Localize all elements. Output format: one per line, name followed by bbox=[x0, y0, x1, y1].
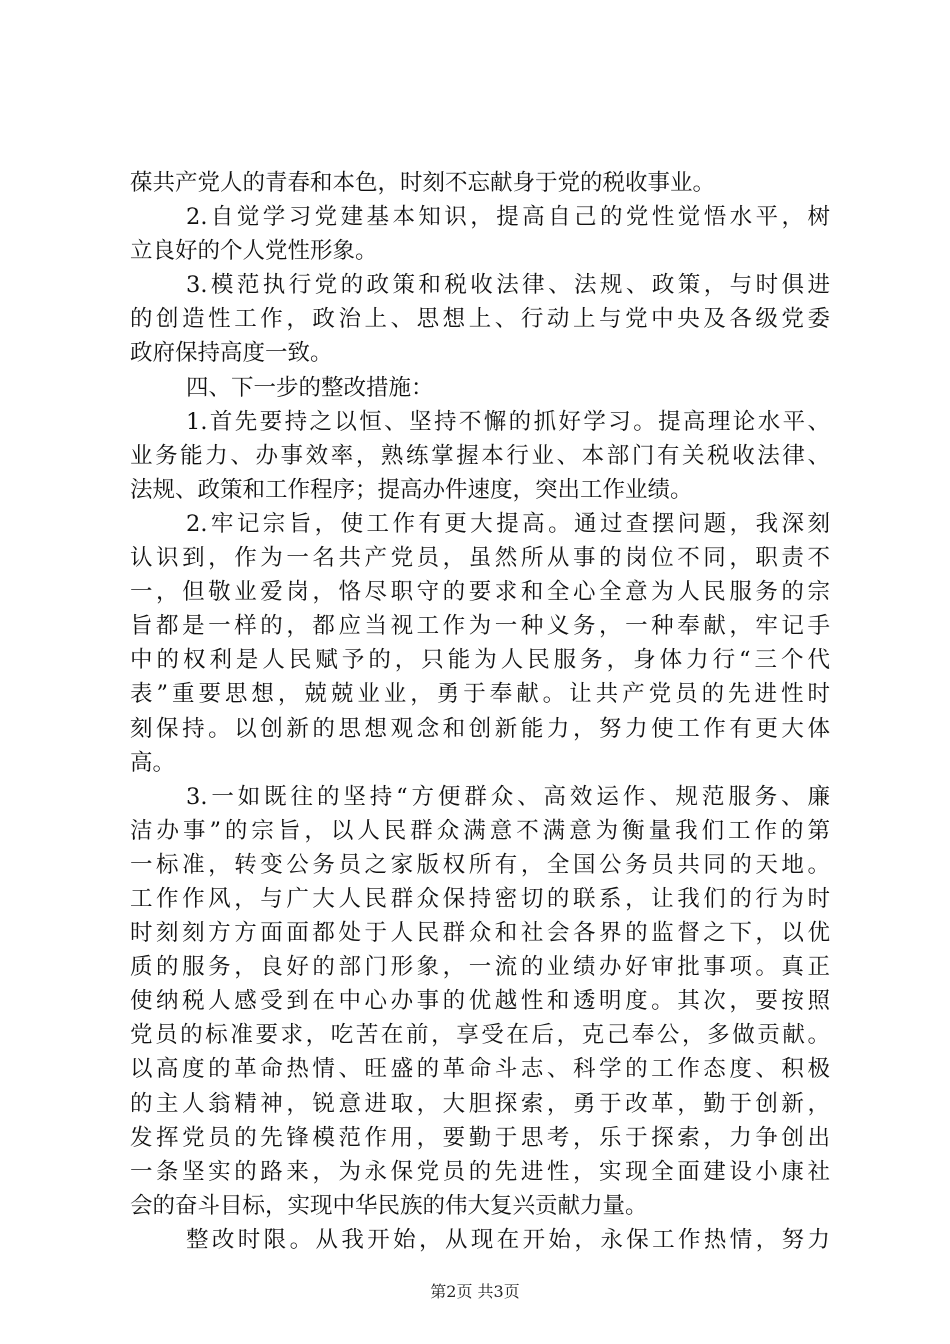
text-line: 工作作风，与广大人民群众保持密切的联系，让我们的行为时 bbox=[130, 885, 830, 912]
text-line: 法规、政策和工作程序；提高办件速度，突出工作业绩。 bbox=[130, 476, 693, 503]
text-line: 一标准，转变公务员之家版权所有，全国公务员共同的天地。 bbox=[130, 851, 830, 878]
text-line: 中的权利是人民赋予的，只能为人民服务，身体力行“三个代 bbox=[130, 647, 830, 674]
text-line: 会的奋斗目标，实现中华民族的伟大复兴贡献力量。 bbox=[130, 1192, 648, 1219]
text-line: 整改时限。从我开始，从现在开始，永保工作热情，努力 bbox=[186, 1226, 830, 1253]
document-body bbox=[130, 166, 830, 1257]
text-line: 一，但敬业爱岗，恪尽职守的要求和全心全意为人民服务的宗 bbox=[130, 579, 830, 606]
text-line: 业务能力、办事效率，熟练掌握本行业、本部门有关税收法律、 bbox=[130, 442, 830, 469]
text-line: 政府保持高度一致。 bbox=[130, 340, 333, 367]
text-line: 立良好的个人党性形象。 bbox=[130, 238, 378, 265]
text-line: 洁办事”的宗旨，以人民群众满意不满意为衡量我们工作的第 bbox=[130, 817, 830, 844]
section-heading: 四、下一步的整改措施： bbox=[186, 374, 434, 401]
text-line: 2.牢记宗旨，使工作有更大提高。通过查摆问题，我深刻 bbox=[186, 510, 830, 537]
text-line: 的创造性工作，政治上、思想上、行动上与党中央及各级党委 bbox=[130, 306, 830, 333]
text-line: 表”重要思想，兢兢业业，勇于奉献。让共产党员的先进性时 bbox=[130, 681, 830, 708]
text-line: 的主人翁精神，锐意进取，大胆探索，勇于改革，勤于创新， bbox=[130, 1090, 830, 1117]
text-line: 一条坚实的路来，为永保党员的先进性，实现全面建设小康社 bbox=[130, 1158, 830, 1185]
text-line: 时刻刻方方面面都处于人民群众和社会各界的监督之下，以优 bbox=[130, 920, 830, 947]
text-line: 1.首先要持之以恒、坚持不懈的抓好学习。提高理论水平、 bbox=[186, 408, 830, 435]
text-line: 2.自觉学习党建基本知识，提高自己的党性觉悟水平，树 bbox=[186, 204, 830, 231]
text-line: 旨都是一样的，都应当视工作为一种义务，一种奉献，牢记手 bbox=[130, 613, 830, 640]
text-line: 葆共产党人的青春和本色，时刻不忘献身于党的税收事业。 bbox=[130, 170, 716, 196]
text-line: 质的服务，良好的部门形象，一流的业绩办好审批事项。真正 bbox=[130, 954, 830, 981]
text-line: 3.一如既往的坚持“方便群众、高效运作、规范服务、廉 bbox=[186, 783, 830, 810]
text-line: 刻保持。以创新的思想观念和创新能力，努力使工作有更大体 bbox=[130, 715, 830, 742]
text-line: 以高度的革命热情、旺盛的革命斗志、科学的工作态度、积极 bbox=[130, 1056, 830, 1083]
text-line: 高。 bbox=[130, 749, 176, 776]
text-line: 认识到，作为一名共产党员，虽然所从事的岗位不同，职责不 bbox=[130, 545, 830, 572]
text-line: 使纳税人感受到在中心办事的优越性和透明度。其次，要按照 bbox=[130, 988, 830, 1015]
page-number-footer: 第2页 共3页 bbox=[430, 1282, 520, 1301]
text-line: 党员的标准要求，吃苦在前，享受在后，克己奉公，多做贡献。 bbox=[130, 1022, 830, 1049]
text-line: 发挥党员的先锋模范作用，要勤于思考，乐于探索，力争创出 bbox=[130, 1124, 830, 1151]
text-line: 3.模范执行党的政策和税收法律、法规、政策，与时俱进 bbox=[186, 272, 830, 299]
